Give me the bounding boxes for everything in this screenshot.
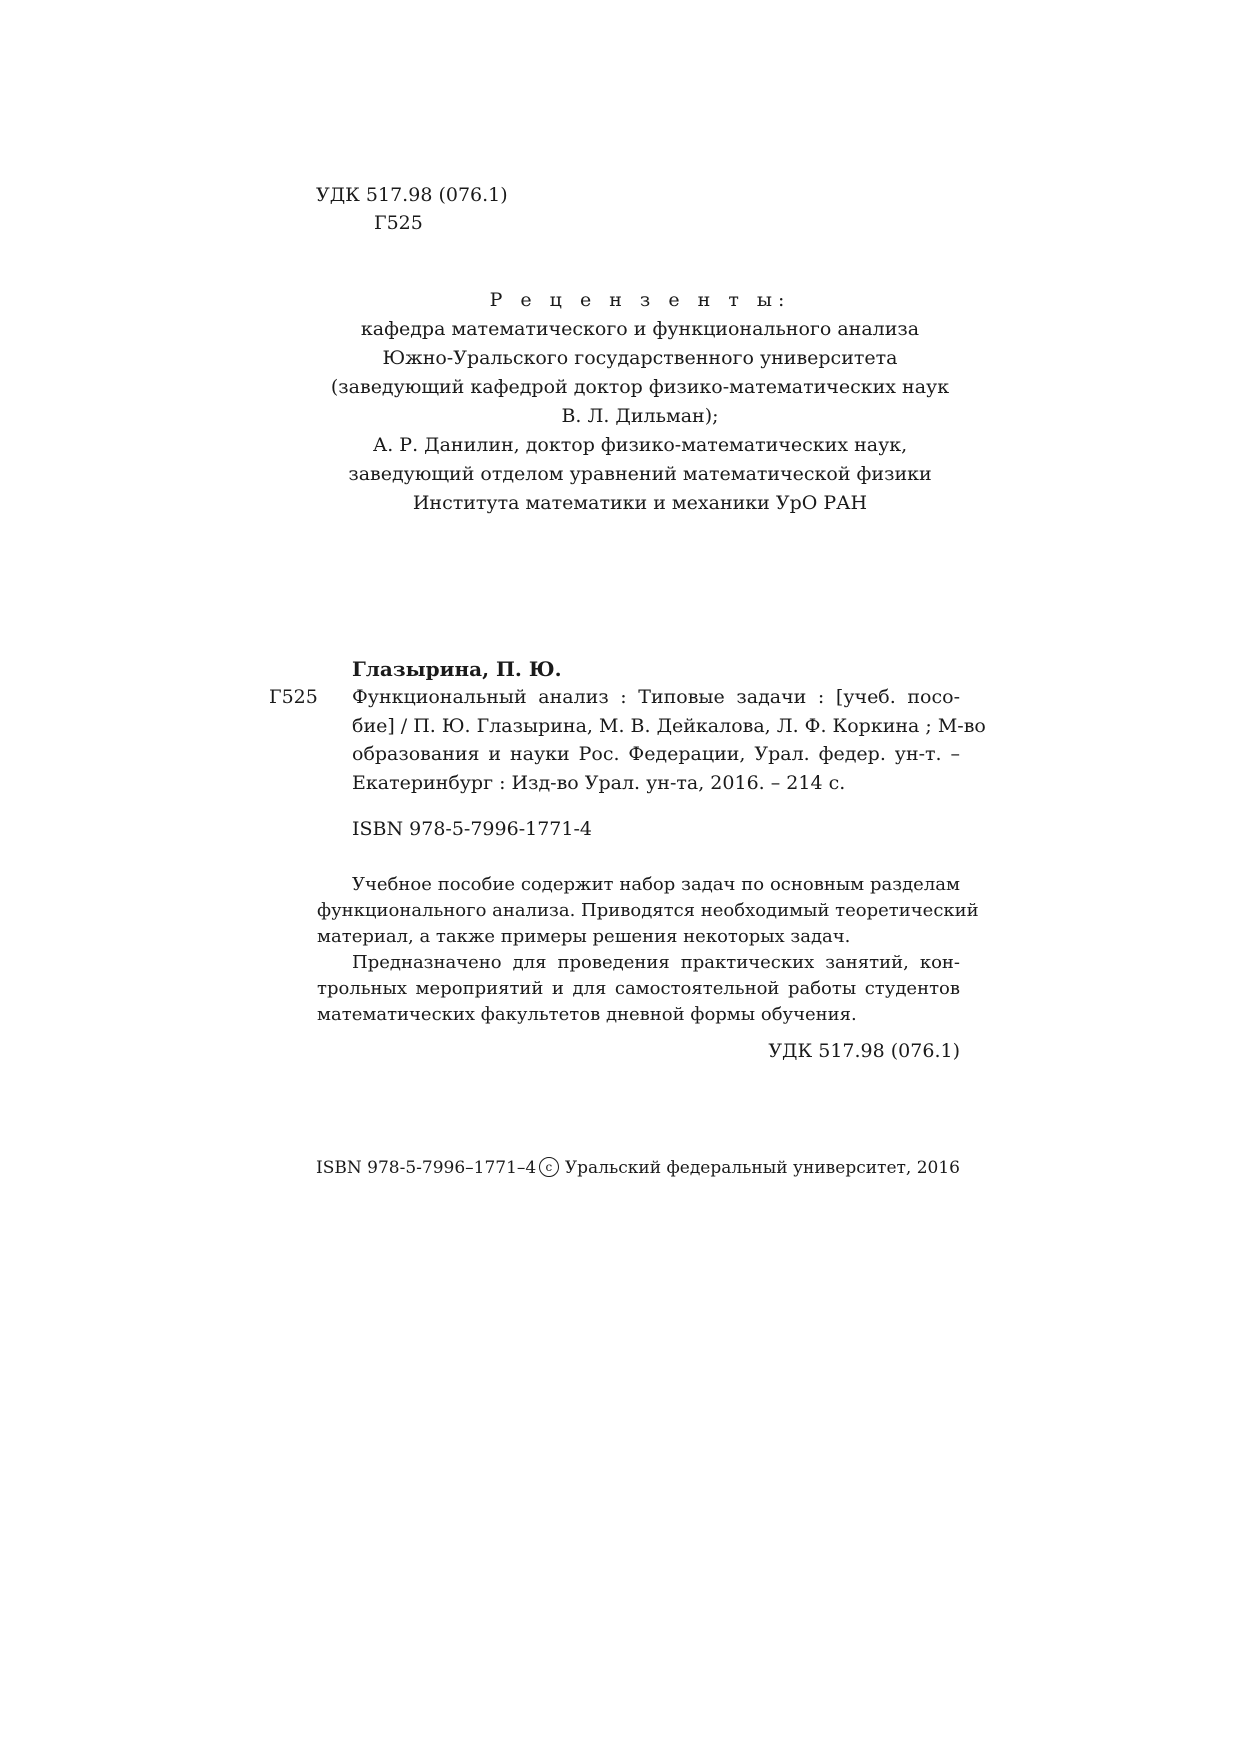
- reviewers-line: А. Р. Данилин, доктор физико-математических наук,: [372, 434, 908, 456]
- reviewers-line: кафедра математического и функционального анализа: [360, 318, 920, 340]
- reviewers-line: Южно-Уральского государственного университета: [382, 347, 898, 369]
- catalog-author-mark: Г525: [269, 686, 318, 708]
- author-mark-top: Г525: [374, 212, 423, 234]
- catalog-description: [352, 683, 986, 797]
- abstract-line: функционального анализа. Приводятся необходимый теоретический: [317, 900, 979, 921]
- abstract-line: трольных мероприятий и для самостоятельной работы студентов: [317, 978, 960, 999]
- footer-copyright: [539, 1155, 960, 1181]
- copyright-icon: c: [539, 1157, 559, 1177]
- reviewers-line: Института математики и механики УрО РАН: [412, 492, 868, 514]
- udk-code-top: УДК 517.98 (076.1): [316, 184, 508, 206]
- footer-isbn: ISBN 978-5-7996–1771–4: [316, 1158, 537, 1178]
- abstract-block: [317, 872, 979, 1028]
- reviewers-line: заведующий отделом уравнений математической физики: [348, 463, 932, 485]
- catalog-author: Глазырина, П. Ю.: [352, 657, 562, 681]
- reviewers-line: В. Л. Дильман);: [561, 405, 719, 427]
- reviewers-line: (заведующий кафедрой доктор физико-математических наук: [330, 376, 950, 398]
- abstract-line: Предназначено для проведения практических занятий, кон-: [352, 952, 960, 973]
- copyright-text: Уральский федеральный университет, 2016: [564, 1158, 960, 1178]
- udk-code-bottom: УДК 517.98 (076.1): [768, 1040, 960, 1062]
- abstract-line: материал, а также примеры решения некоторых задач.: [317, 926, 851, 947]
- catalog-line: Екатеринбург : Изд-во Урал. ун-та, 2016. – 214 с.: [352, 771, 846, 794]
- catalog-isbn: ISBN 978-5-7996-1771-4: [352, 818, 592, 840]
- reviewers-title: Р е ц е н з е н т ы:: [489, 289, 791, 311]
- abstract-line: математических факультетов дневной формы обучения.: [317, 1004, 857, 1025]
- catalog-line: образования и науки Рос. Федерации, Урал. федер. ун-т. –: [352, 743, 960, 765]
- catalog-line: бие] / П. Ю. Глазырина, М. В. Дейкалова, Л. Ф. Коркина ; М-во: [352, 714, 986, 737]
- abstract-line: Учебное пособие содержит набор задач по основным разделам: [352, 874, 960, 895]
- catalog-line: Функциональный анализ : Типовые задачи : [учеб. посо-: [352, 686, 960, 708]
- reviewers-block: [300, 286, 980, 518]
